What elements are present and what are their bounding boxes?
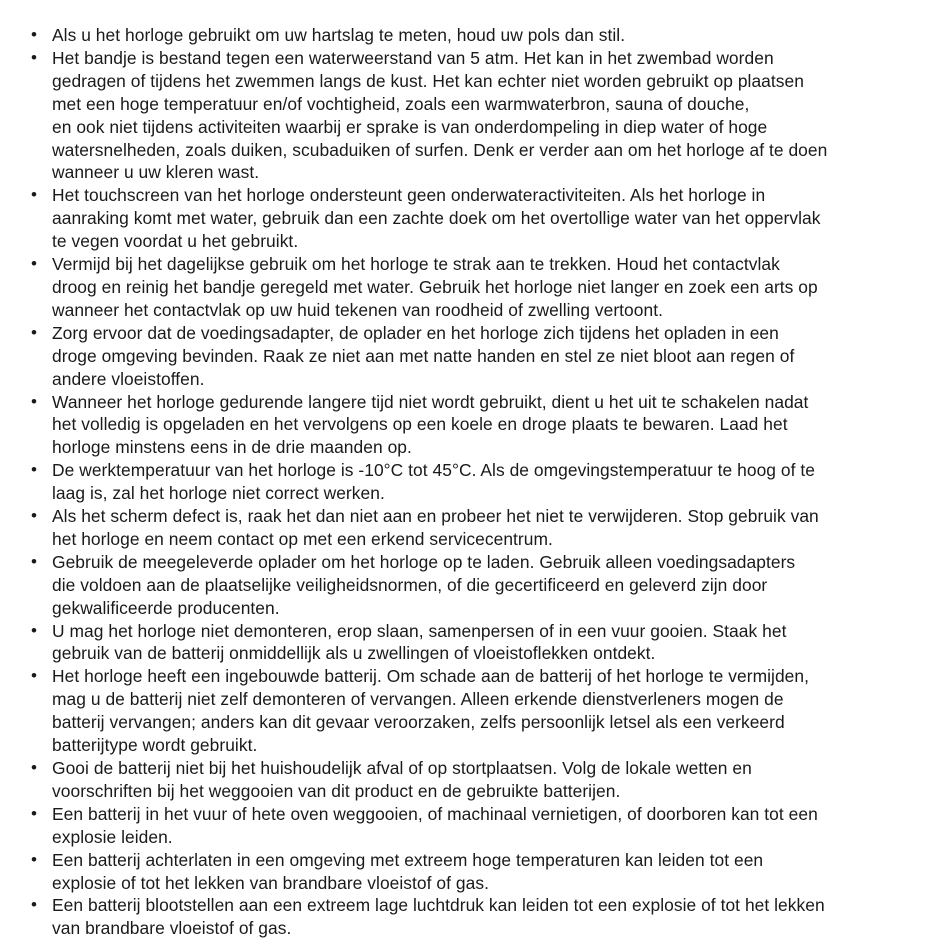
list-item-text-line: gedragen of tijdens het zwemmen langs de kust. Het kan echter niet worden gebruikt op plaatsen <box>52 70 804 91</box>
bullet-icon: • <box>31 666 38 686</box>
list-item-text-line: Als u het horloge gebruikt om uw hartslag te meten, houd uw pols dan stil. <box>52 25 626 45</box>
list-item <box>30 322 934 391</box>
list-item-text-line: het volledig is opgeladen en het vervolgens op een koele en droge plaats te bewaren. Laad het <box>52 414 788 435</box>
bullet-icon: • <box>31 460 38 480</box>
bullet-icon: • <box>31 185 38 205</box>
list-item-text-line: Het bandje is bestand tegen een waterweerstand van 5 atm. Het kan in het zwembad worden <box>52 47 774 68</box>
list-item-text-line: explosie of tot het lekken van brandbare vloeistof of gas. <box>52 872 489 893</box>
bullet-icon: • <box>31 322 38 342</box>
list-item-text-line: mag u de batterij niet zelf demonteren of vervangen. Alleen erkende dienstverleners mogen de <box>52 689 784 710</box>
list-item-text-line: Als het scherm defect is, raak het dan niet aan en probeer het niet te verwijderen. Stop gebruik van <box>52 506 819 527</box>
list-item-text-line: gebruik van de batterij onmiddellijk als u zwellingen of vloeistoflekken ontdekt. <box>52 643 656 664</box>
bullet-icon: • <box>31 849 38 869</box>
list-item-text-line: U mag het horloge niet demonteren, erop slaan, samenpersen of in een vuur gooien. Staak het <box>52 620 787 641</box>
list-item <box>30 184 934 253</box>
bullet-icon: • <box>31 895 38 915</box>
list-item <box>30 505 934 551</box>
bullet-icon: • <box>31 758 38 777</box>
list-item-text-line: Een batterij in het vuur of hete oven weggooien, of machinaal vernietigen, of doorboren kan tot een <box>52 803 818 824</box>
list-item-text-line: Gebruik de meegeleverde oplader om het horloge op te laden. Gebruik alleen voedingsadapters <box>52 551 796 572</box>
list-item-text-line: laag is, zal het horloge niet correct werken. <box>52 483 385 504</box>
list-item-text-line: Het horloge heeft een ingebouwde batterij. Om schade aan de batterij of het horloge te vermijden, <box>52 666 809 687</box>
list-item-text-line: die voldoen aan de plaatselijke veiligheidsnormen, of die gecertificeerd en geleverd zijn door <box>52 574 768 595</box>
list-item-text-line: het horloge en neem contact op met een erkend servicecentrum. <box>52 528 553 549</box>
list-item <box>30 391 934 460</box>
list-item-text-line: wanneer u uw kleren wast. <box>52 162 260 183</box>
list-item-text-line: batterij vervangen; anders kan dit gevaar veroorzaken, zelfs persoonlijk letsel als een verkeerd <box>52 712 785 733</box>
list-item <box>30 551 934 620</box>
list-item-text-line: Het touchscreen van het horloge ondersteunt geen onderwateractiviteiten. Als het horloge in <box>52 185 766 206</box>
list-item-text-line: met een hoge temperatuur en/of vochtigheid, zoals een warmwaterbron, sauna of douche, <box>52 93 750 114</box>
list-item-text-line: De werktemperatuur van het horloge is -10°C tot 45°C. Als de omgevingstemperatuur te hoog of te <box>52 460 815 481</box>
list-item-text-line: Zorg ervoor dat de voedingsadapter, de oplader en het horloge zich tijdens het opladen in een <box>52 322 779 343</box>
list-item-text-line: Wanneer het horloge gedurende langere tijd niet wordt gebruikt, dient u het uit te schakelen nadat <box>52 391 809 412</box>
list-item <box>30 620 934 666</box>
list-item <box>30 665 934 757</box>
list-item-text-line: aanraking komt met water, gebruik dan een zachte doek om het overtollige water van het oppervlak <box>52 208 821 229</box>
list-item-text-line: batterijtype wordt gebruikt. <box>52 735 258 756</box>
bullet-icon: • <box>31 391 38 411</box>
list-item-text-line: gekwalificeerde producenten. <box>52 597 280 618</box>
list-item-text-line: van brandbare vloeistof of gas. <box>52 918 292 939</box>
list-item-text-line: horloge minstens eens in de drie maanden op. <box>52 437 412 458</box>
list-item-text-line: en ook niet tijdens activiteiten waarbij er sprake is van onderdompeling in diep water of hoge <box>52 116 768 137</box>
list-item <box>30 253 934 322</box>
list-item-text-line: wanneer het contactvlak op uw huid tekenen van roodheid of zwelling vertoont. <box>52 299 663 320</box>
list-item-text-line: Een batterij achterlaten in een omgeving met extreem hoge temperaturen kan leiden tot een <box>52 849 764 870</box>
list-item-text-line: voorschriften bij het weggooien van dit product en de gebruikte batterijen. <box>52 780 621 801</box>
list-item <box>30 757 934 803</box>
list-item <box>30 24 934 47</box>
list-item <box>30 459 934 505</box>
bullet-icon: • <box>31 506 38 526</box>
list-item-text-line: watersnelheden, zoals duiken, scubaduiken of surfen. Denk er verder aan om het horloge af te doen <box>52 139 828 160</box>
list-item <box>30 803 934 849</box>
list-item <box>30 894 934 940</box>
bullet-icon: • <box>31 803 38 823</box>
bullet-icon: • <box>31 620 38 640</box>
list-item-text-line: andere vloeistoffen. <box>52 368 205 389</box>
bullet-icon: • <box>31 254 38 274</box>
list-item-text-line: explosie leiden. <box>52 826 173 847</box>
safety-instructions-list <box>30 24 934 940</box>
bullet-icon: • <box>31 551 38 571</box>
list-item <box>30 47 934 184</box>
list-item-text-line: droog en reinig het bandje geregeld met water. Gebruik het horloge niet langer en zoek een arts op <box>52 276 818 297</box>
list-item-text-line: te vegen voordat u het gebruikt. <box>52 231 299 252</box>
bullet-icon: • <box>31 47 38 67</box>
list-item <box>30 849 934 895</box>
list-item-text-line: Een batterij blootstellen aan een extreem lage luchtdruk kan leiden tot een explosie of tot het lekken <box>52 895 825 916</box>
list-item-text-line: droge omgeving bevinden. Raak ze niet aan met natte handen en stel ze niet bloot aan regen of <box>52 345 795 366</box>
bullet-icon: • <box>31 25 38 44</box>
list-item-text-line: Vermijd bij het dagelijkse gebruik om het horloge te strak aan te trekken. Houd het contactvlak <box>52 254 780 275</box>
list-item-text-line: Gooi de batterij niet bij het huishoudelijk afval of op stortplaatsen. Volg de lokale wetten en <box>52 758 752 778</box>
